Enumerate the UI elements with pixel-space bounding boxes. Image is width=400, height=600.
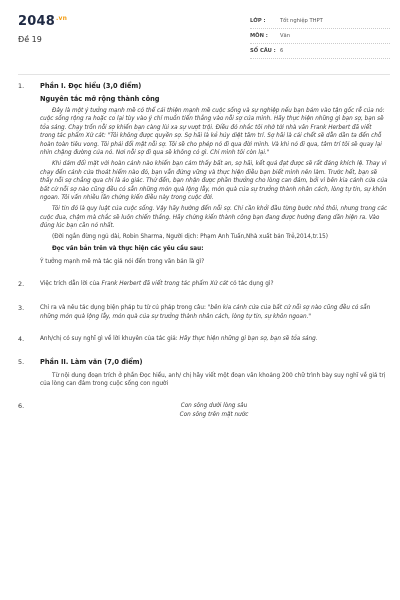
question-3: [18, 304, 388, 321]
question-text: [40, 304, 388, 321]
text-segment: Việc trích dẫn lời của: [40, 280, 102, 287]
text-segment-italic: Hãy thực hiện những gì bạn sợ, bạn sẽ tỏa sáng.: [179, 336, 318, 343]
text-segment-italic: Frank Herbert đã viết trong tác phẩm Xứ cát: [101, 280, 229, 287]
text-segment: ": [308, 313, 312, 320]
question-6: [18, 402, 388, 419]
question-text: Ý tưởng mạnh mẽ mà tác giả nói đến trong văn bản là gì?: [40, 258, 205, 265]
text-segment: có tác dụng gì?: [228, 280, 274, 287]
passage-paragraph: Khi dám đối mặt với hoàn cảnh nào khiến bạn cảm thấy bất an, sợ hãi, kết quả đạt được sẽ rất đáng khích lệ. Thay vì chạy đến cảnh cửa thoát hiểm nào đó, bạn vẫn đứng vững và thực hiện điều bạn biết mình nên làm. Trước hết, bạn sẽ thấy nỗi sợ chẳng qua chỉ là ảo giác. Thứ đến, bạn nhận được phần thưởng cho lòng can đảm, bởi vì bên kia cánh cửa của bất cứ nỗi sợ nào cũng đều có sẵn những món quà lộng lẫy, món quà của sự trưởng thành nhân cách, lòng tự tin, sự khôn ngoan. Tôi vấn nhiều lần chứng kiến điều này trong cuộc đời.: [40, 161, 388, 202]
logo-text: 2048: [18, 14, 55, 29]
question-number: 5.: [18, 357, 25, 366]
question-2: [18, 280, 388, 288]
question-text: Từ nội dung đoạn trích ở phần Đọc hiểu, anh/ chị hãy viết một đoạn văn khoảng 200 chữ trình bày suy nghĩ về giá trị của lòng can đảm trong cuộc sống con người: [40, 372, 386, 387]
section-title: Phần I. Đọc hiểu (3,0 điểm): [40, 82, 142, 90]
poem-line: Con sông dưới lòng sâu: [180, 403, 248, 410]
meta-value: Tốt nghiệp THPT: [280, 18, 323, 24]
meta-value: Văn: [280, 33, 291, 39]
question-number: 1.: [18, 82, 25, 90]
passage-source: (Đời ngắn đừng ngủ dài, Robin Sharma, Người dịch: Phạm Anh Tuấn,Nhà xuất bản Trẻ,2014,tr.15): [52, 233, 329, 240]
question-number: 6.: [18, 402, 25, 411]
instruction: Đọc văn bản trên và thực hiện các yêu cầu sau:: [52, 246, 204, 253]
question-5: [18, 358, 388, 389]
question-list: [18, 82, 388, 419]
passage-title: Nguyên tắc mở rộng thành công: [40, 95, 160, 103]
meta-row-grade: [250, 14, 390, 29]
text-segment: Chỉ ra và nêu tác dụng biện pháp tu từ cú pháp trong câu: ": [40, 305, 211, 312]
exam-title: Đề 19: [18, 35, 42, 44]
text-segment-italic: bên kia cánh cửa của bất cứ nỗi sợ nào cũng đều có sẵn những món quà lộng lẫy, món quà của sự trưởng thành nhân cách, lòng tự tin, sự khôn ngoan.: [40, 305, 371, 320]
question-4: [18, 335, 388, 343]
question-number: 3.: [18, 304, 25, 313]
exam-meta-table: [250, 14, 390, 59]
passage-paragraph: Tôi tin đó là quy luật của cuộc sống. Vậy hãy hướng đến nỗi sợ. Chỉ cần khởi đầu từng bước nhỏ thôi, nhưng trong các cuộc đua, chậm mà chắc sẽ luôn chiến thắng. Hãy chứng kiến thành công bạn đang được hướng đang dần hiện ra. Vào đúng lúc bạn cần nó nhất.: [40, 206, 388, 230]
meta-key: MÔN :: [250, 33, 268, 39]
meta-row-subject: [250, 29, 390, 44]
question-number: 4.: [18, 335, 25, 344]
question-text: [40, 280, 388, 288]
header-divider: [18, 74, 390, 75]
meta-key: LỚP :: [250, 18, 266, 24]
question-text: [40, 335, 388, 343]
meta-value: 6: [280, 48, 284, 54]
poem-line: Con sông trên mặt nước: [179, 411, 249, 418]
meta-key: SỐ CÂU :: [250, 48, 276, 54]
question-1: [18, 82, 388, 266]
passage-paragraph: Đây là một ý tưởng mạnh mẽ có thể cải thiện mạnh mẽ cuộc sống và sự nghiệp nếu bạn bám vào tận gốc rễ của nó: cuộc sống rộng ra hoặc co lại tùy vào ý chí muốn tiến thẳng vào nỗi sợ của mình. Hãy thực hiện những gì bạn sợ, bạn sẽ tỏa sáng. Chạy trốn nỗi sợ khiến bạn càng lùi xa sự vượt trội. Điều đó nhắc tôi nhớ tới nhà văn Frank Herbert đã viết trong tác phẩm Xứ cát: "Tôi không được quyền sợ. Sợ hãi là kẻ hủy diệt tâm trí. Sợ hãi là cái chết sẽ dẫn dần ta đến chỗ hoàn toàn tiêu vong. Tôi phải đối mặt nỗi sợ. Tôi sẽ cho phép nó đi qua đời mình. Và khi nó đi qua, tâm trí tôi sẽ quay lại nhìn chặng đường của nó. Nơi nỗi sợ đi qua sẽ không có gì. Chỉ mình tôi còn lại.": [40, 108, 385, 157]
section-title: Phần II. Làm văn (7,0 điểm): [40, 357, 143, 366]
meta-row-count: [250, 44, 390, 59]
logo-suffix: .vn: [55, 14, 68, 22]
question-number: 2.: [18, 279, 25, 288]
site-logo[interactable]: [18, 14, 67, 29]
text-segment: Anh/chị có suy nghĩ gì về lời khuyên của tác giả:: [40, 336, 180, 343]
